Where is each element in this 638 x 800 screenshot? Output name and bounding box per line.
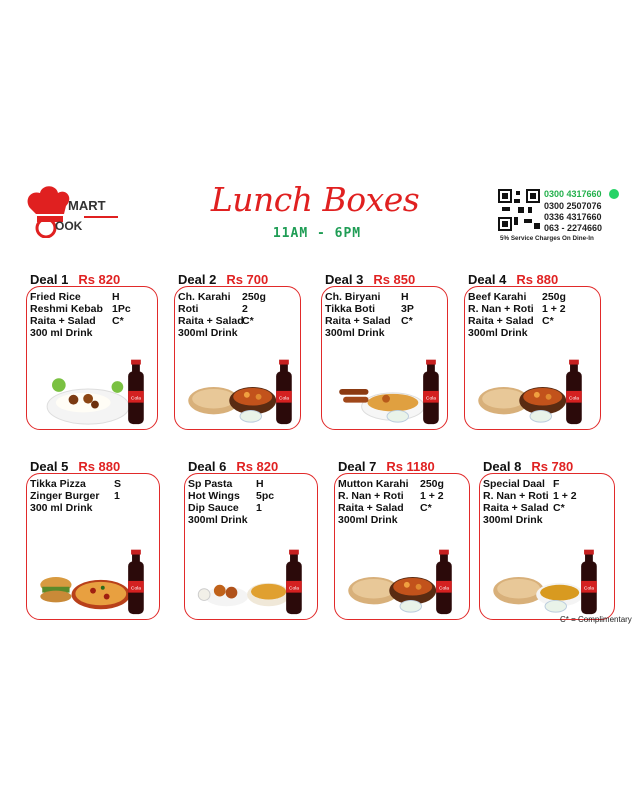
item-name: 300ml Drink	[325, 327, 385, 339]
phone-whatsapp[interactable]: 0300 4317660	[544, 189, 602, 199]
deal-item	[188, 514, 248, 526]
deal-item	[30, 291, 120, 303]
deal-items	[338, 478, 444, 526]
item-name: 300ml Drink	[483, 514, 543, 526]
deal-price: Rs 880	[516, 272, 559, 287]
deal-item	[483, 478, 560, 490]
item-name: 300 ml Drink	[30, 502, 93, 514]
deal-items	[178, 291, 266, 339]
item-name: Roti	[178, 303, 199, 315]
item-name: Reshmi Kebab	[30, 303, 103, 315]
svg-text:Cola: Cola	[425, 396, 436, 402]
item-name: R. Nan + Roti	[468, 303, 534, 315]
smart-cook-logo	[24, 178, 120, 238]
svg-text:OOK: OOK	[55, 219, 83, 233]
deal-price: Rs 850	[373, 272, 416, 287]
whatsapp-icon	[609, 189, 619, 199]
deal-items	[483, 478, 577, 526]
phone-2[interactable]: 0300 2507076	[544, 201, 602, 211]
svg-text:Cola: Cola	[278, 396, 289, 402]
deal-food-image	[34, 536, 152, 618]
item-name: Raita + Salad	[483, 502, 549, 514]
deal-items	[468, 291, 566, 339]
menu-title: Lunch Boxes	[210, 180, 420, 219]
item-name: Zinger Burger	[30, 490, 100, 502]
deal-item	[483, 514, 549, 526]
item-name: Raita + Salad	[178, 315, 244, 327]
item-quantity: 5pc	[256, 490, 275, 502]
item-quantity: H	[112, 291, 120, 303]
item-quantity: F	[553, 478, 560, 490]
item-name: 300ml Drink	[338, 514, 398, 526]
item-name: Dip Sauce	[188, 502, 239, 514]
item-quantity: 1 + 2	[553, 490, 577, 502]
item-name: Special Daal	[483, 478, 545, 490]
item-name: Raita + Salad	[325, 315, 391, 327]
item-name: 300 ml Drink	[30, 327, 93, 339]
complimentary-footnote: C* = Complimentary	[560, 615, 632, 624]
deal-item	[325, 303, 414, 315]
item-name: 300ml Drink	[468, 327, 528, 339]
deal-item	[30, 478, 122, 490]
item-quantity: 1	[114, 490, 120, 502]
deal-name: Deal 3	[325, 272, 364, 287]
item-quantity: 2	[242, 303, 248, 315]
deal-header	[468, 272, 558, 287]
item-quantity: C*	[553, 502, 565, 514]
deal-items	[188, 478, 275, 526]
deal-price: Rs 1180	[386, 459, 435, 474]
item-name: Beef Karahi	[468, 291, 527, 303]
deal-food-image	[487, 536, 605, 618]
svg-text:Cola: Cola	[583, 586, 594, 592]
item-quantity: H	[401, 291, 409, 303]
deal-price: Rs 880	[78, 459, 121, 474]
deal-name: Deal 6	[188, 459, 227, 474]
item-quantity: S	[114, 478, 122, 490]
item-name: 300ml Drink	[178, 327, 238, 339]
deal-item	[338, 514, 409, 526]
deal-food-image	[192, 536, 310, 618]
deal-item	[188, 502, 262, 514]
item-quantity: 1	[256, 502, 262, 514]
item-name: Sp Pasta	[188, 478, 233, 490]
deal-header	[338, 459, 435, 474]
deal-food-image	[182, 346, 300, 428]
item-quantity: C*	[420, 502, 432, 514]
deal-item	[178, 303, 248, 315]
deal-price: Rs 820	[78, 272, 121, 287]
deal-header	[483, 459, 573, 474]
deal-food-image	[342, 536, 460, 618]
item-name: R. Nan + Roti	[483, 490, 549, 502]
deal-item	[483, 502, 565, 514]
deal-item	[178, 327, 244, 339]
svg-text:Cola: Cola	[130, 396, 141, 402]
deal-item	[468, 303, 566, 315]
item-quantity: 250g	[420, 478, 444, 490]
item-name: Raita + Salad	[468, 315, 534, 327]
deal-item	[338, 502, 432, 514]
svg-text:MART: MART	[68, 198, 106, 213]
deal-food-image	[34, 346, 152, 428]
item-quantity: 1 + 2	[420, 490, 444, 502]
deal-name: Deal 5	[30, 459, 69, 474]
deal-item	[483, 490, 577, 502]
deal-food-image	[472, 346, 590, 428]
deal-header	[30, 459, 120, 474]
svg-text:Cola: Cola	[438, 586, 449, 592]
phone-3[interactable]: 0336 4317660	[544, 212, 602, 222]
svg-text:Cola: Cola	[288, 586, 299, 592]
item-quantity: C*	[242, 315, 254, 327]
svg-text:Cola: Cola	[568, 396, 579, 402]
deal-item	[188, 478, 264, 490]
deal-header	[325, 272, 415, 287]
deal-item	[30, 502, 99, 514]
item-quantity: 1Pc	[112, 303, 131, 315]
deal-item	[468, 291, 566, 303]
item-quantity: 250g	[242, 291, 266, 303]
service-charge-note: 5% Service Charges On Dine-In	[500, 235, 594, 242]
deal-name: Deal 2	[178, 272, 217, 287]
item-quantity: C*	[542, 315, 554, 327]
phone-4[interactable]: 063 - 2274660	[544, 223, 603, 233]
deal-food-image	[329, 346, 447, 428]
deal-header	[188, 459, 278, 474]
item-name: Tikka Boti	[325, 303, 375, 315]
deal-header	[178, 272, 268, 287]
item-name: Fried Rice	[30, 291, 81, 303]
deal-item	[325, 327, 391, 339]
svg-text:Cola: Cola	[130, 586, 141, 592]
deal-item	[338, 490, 444, 502]
item-name: Ch. Karahi	[178, 291, 231, 303]
deal-item	[468, 315, 554, 327]
deal-item	[468, 327, 534, 339]
deal-item	[178, 291, 266, 303]
item-name: Hot Wings	[188, 490, 240, 502]
deal-items	[30, 478, 122, 514]
item-name: R. Nan + Roti	[338, 490, 404, 502]
deal-name: Deal 7	[338, 459, 377, 474]
deal-item	[178, 315, 254, 327]
deal-items	[30, 291, 131, 339]
deal-name: Deal 1	[30, 272, 69, 287]
deal-item	[188, 490, 275, 502]
item-name: Ch. Biryani	[325, 291, 381, 303]
deal-name: Deal 4	[468, 272, 507, 287]
deal-item	[30, 490, 120, 502]
item-quantity: C*	[112, 315, 124, 327]
item-name: Raita + Salad	[338, 502, 404, 514]
item-name: 300ml Drink	[188, 514, 248, 526]
deal-item	[30, 327, 103, 339]
item-quantity: 250g	[542, 291, 566, 303]
item-name: Tikka Pizza	[30, 478, 86, 490]
item-name: Raita + Salad	[30, 315, 96, 327]
deal-header	[30, 272, 120, 287]
deal-price: Rs 700	[226, 272, 269, 287]
item-quantity: H	[256, 478, 264, 490]
deal-item	[325, 291, 409, 303]
serving-hours: 11AM - 6PM	[272, 226, 362, 241]
deal-item	[338, 478, 444, 490]
deal-name: Deal 8	[483, 459, 522, 474]
item-quantity: C*	[401, 315, 413, 327]
deal-item	[325, 315, 413, 327]
qr-code	[498, 189, 540, 231]
deal-item	[30, 315, 124, 327]
item-quantity: 3P	[401, 303, 414, 315]
deal-price: Rs 820	[236, 459, 279, 474]
item-quantity: 1 + 2	[542, 303, 566, 315]
deal-items	[325, 291, 414, 339]
deal-price: Rs 780	[531, 459, 574, 474]
deal-item	[30, 303, 131, 315]
item-name: Mutton Karahi	[338, 478, 409, 490]
